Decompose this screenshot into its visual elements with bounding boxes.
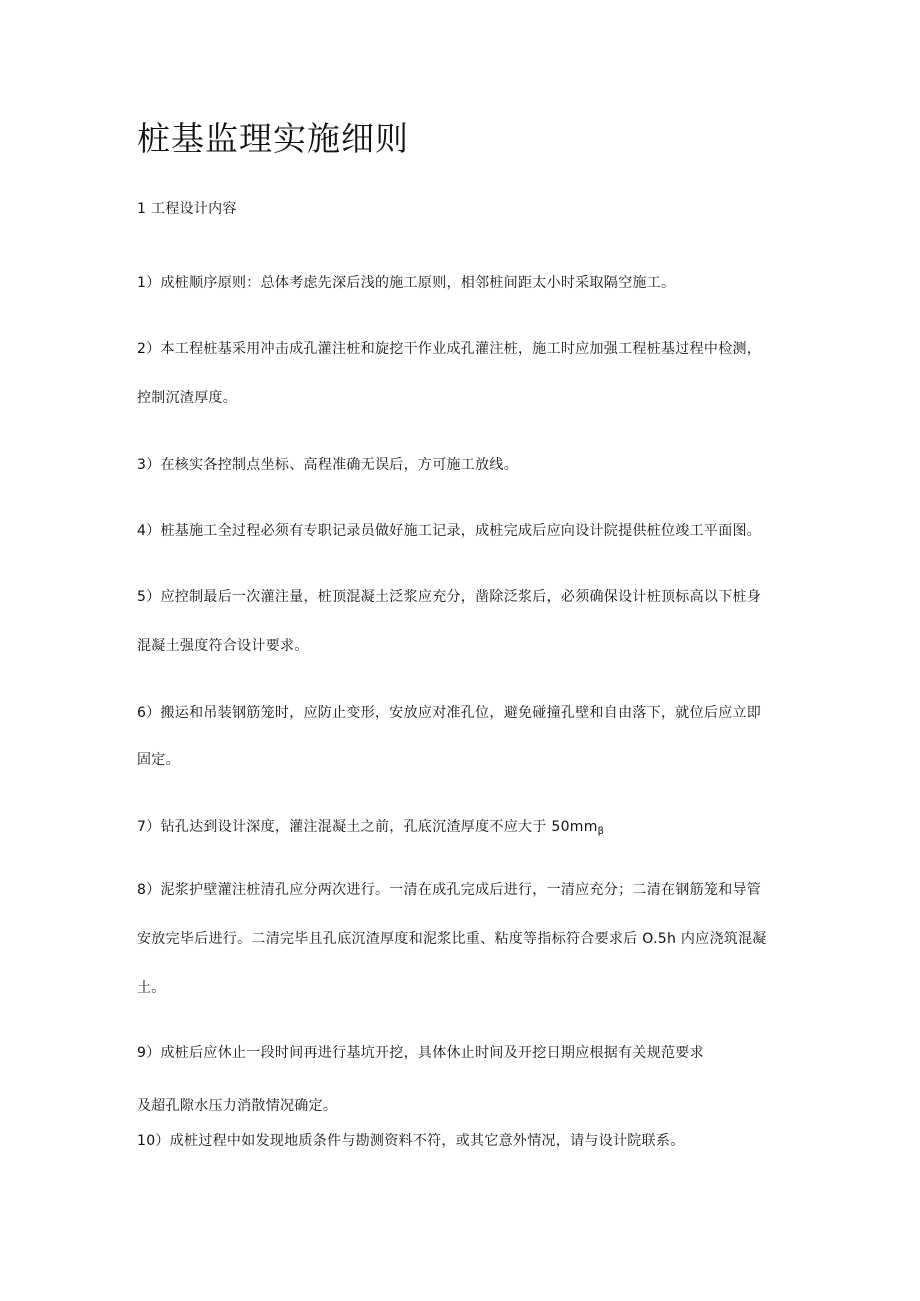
item-7-text: 7）钻孔达到设计深度，灌注混凝土之前，孔底沉渣厚度不应大于 50mm: [137, 819, 598, 835]
page-title: 桩基监理实施细则: [137, 119, 409, 158]
item-6-line-2: 固定。: [137, 752, 180, 768]
item-5-line-1: 5）应控制最后一次灌注量，桩顶混凝土泛浆应充分，凿除泛浆后，必须确保设计桩顶标高以下桩身: [137, 589, 762, 605]
item-4-line-1: 4）桩基施工全过程必须有专职记录员做好施工记录，成桩完成后应向设计院提供桩位竣工平面图。: [137, 523, 762, 539]
item-8-line-3: 土。: [137, 980, 166, 996]
item-6-line-1: 6）搬运和吊装钢筋笼时，应防止变形，安放应对准孔位，避免碰撞孔壁和自由落下，就位后应立即: [137, 705, 762, 721]
item-9-line-1: 9）成桩后应休止一段时间再进行基坑开挖，具体休止时间及开挖日期应根据有关规范要求: [137, 1045, 704, 1061]
item-3-line-1: 3）在核实各控制点坐标、高程准确无误后，方可施工放线。: [137, 457, 519, 473]
item-8-line-2: 安放完毕后进行。二清完毕且孔底沉渣厚度和泥浆比重、粘度等指标符合要求后 O.5h 内应浇筑混凝: [137, 931, 767, 947]
item-7-suffix: β: [597, 826, 605, 837]
item-7-line-1: [137, 817, 604, 842]
section-heading: 1 工程设计内容: [137, 201, 237, 217]
item-10-line-1: 10）成桩过程中如发现地质条件与勘测资料不符，或其它意外情况，请与设计院联系。: [137, 1133, 685, 1149]
item-8-line-1: 8）泥浆护壁灌注桩清孔应分两次进行。一清在成孔完成后进行，一清应充分；二清在钢筋笼和导管: [137, 882, 762, 898]
item-9-line-2: 及超孔隙水压力消散情况确定。: [137, 1098, 338, 1114]
item-2-line-1: 2）本工程桩基采用冲击成孔灌注桩和旋挖干作业成孔灌注桩，施工时应加强工程桩基过程中检测，: [137, 341, 762, 357]
item-1-line-1: 1）成桩顺序原则：总体考虑先深后浅的施工原则，相邻桩间距太小时采取隔空施工。: [137, 275, 676, 291]
item-2-line-2: 控制沉渣厚度。: [137, 390, 238, 406]
item-5-line-2: 混凝土强度符合设计要求。: [137, 638, 309, 654]
